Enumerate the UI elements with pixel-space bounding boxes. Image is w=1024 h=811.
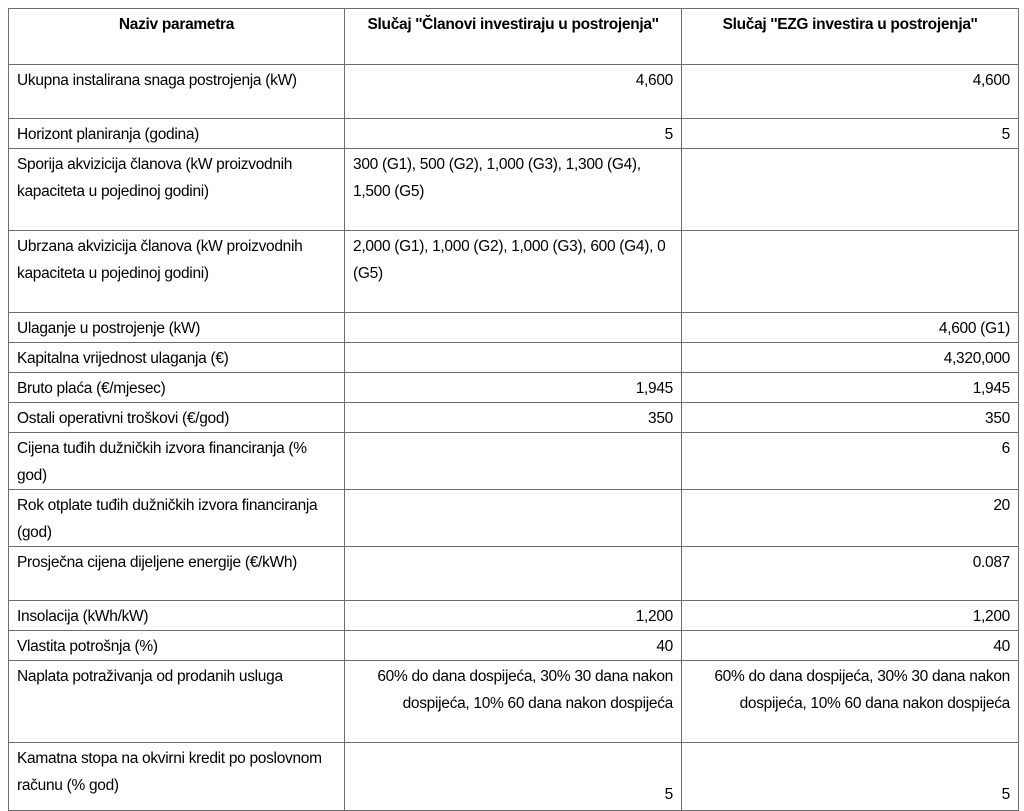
table-row [9,119,1019,149]
ezg-value-cell: 4,600 (G1) [682,313,1019,343]
table-row [9,343,1019,373]
header-clanovi-case: Slučaj ''Članovi investiraju u postrojenja'' [345,9,682,65]
table-row [9,313,1019,343]
parameter-name-cell: Prosječna cijena dijeljene energije (€/kWh) [9,547,345,601]
parameter-name-cell: Naplata potraživanja od prodanih usluga [9,661,345,743]
ezg-value-cell: 60% do dana dospijeća, 30% 30 dana nakon dospijeća, 10% 60 dana nakon dospijeća [682,661,1019,743]
parameter-name-cell: Vlastita potrošnja (%) [9,631,345,661]
clanovi-value-cell: 5 [345,743,682,811]
clanovi-value-cell [345,433,682,490]
parameter-name-cell: Horizont planiranja (godina) [9,119,345,149]
ezg-value-cell [682,149,1019,231]
parameter-name-cell: Ostali operativni troškovi (€/god) [9,403,345,433]
ezg-value-cell [682,231,1019,313]
table-row [9,149,1019,231]
ezg-value-cell: 0.087 [682,547,1019,601]
table-row [9,661,1019,743]
table-row [9,547,1019,601]
parameter-name-cell: Rok otplate tuđih dužničkih izvora financiranja (god) [9,490,345,547]
parameter-name-cell: Ukupna instalirana snaga postrojenja (kW) [9,65,345,119]
parameter-name-cell: Insolacija (kWh/kW) [9,601,345,631]
table-row [9,631,1019,661]
ezg-value-cell: 1,200 [682,601,1019,631]
table-row [9,601,1019,631]
clanovi-value-cell: 40 [345,631,682,661]
ezg-value-cell: 350 [682,403,1019,433]
clanovi-value-cell [345,343,682,373]
table-row [9,403,1019,433]
ezg-value-cell: 5 [682,743,1019,811]
clanovi-value-cell [345,313,682,343]
table-row [9,490,1019,547]
clanovi-value-cell [345,547,682,601]
clanovi-value-cell: 1,945 [345,373,682,403]
header-parameter-name: Naziv parametra [9,9,345,65]
clanovi-value-cell: 300 (G1), 500 (G2), 1,000 (G3), 1,300 (G4), 1,500 (G5) [345,149,682,231]
clanovi-value-cell: 350 [345,403,682,433]
parameter-name-cell: Ulaganje u postrojenje (kW) [9,313,345,343]
clanovi-value-cell [345,490,682,547]
parameter-name-cell: Kamatna stopa na okvirni kredit po poslovnom računu (% god) [9,743,345,811]
clanovi-value-cell: 60% do dana dospijeća, 30% 30 dana nakon dospijeća, 10% 60 dana nakon dospijeća [345,661,682,743]
parameter-name-cell: Ubrzana akvizicija članova (kW proizvodnih kapaciteta u pojedinoj godini) [9,231,345,313]
table-row [9,231,1019,313]
table-row [9,373,1019,403]
parameter-name-cell: Kapitalna vrijednost ulaganja (€) [9,343,345,373]
parameter-name-cell: Sporija akvizicija članova (kW proizvodnih kapaciteta u pojedinoj godini) [9,149,345,231]
ezg-value-cell: 4,600 [682,65,1019,119]
header-row [9,9,1019,65]
clanovi-value-cell: 4,600 [345,65,682,119]
ezg-value-cell: 1,945 [682,373,1019,403]
parameter-name-cell: Cijena tuđih dužničkih izvora financiranja (% god) [9,433,345,490]
header-ezg-case: Slučaj ''EZG investira u postrojenja'' [682,9,1019,65]
ezg-value-cell: 20 [682,490,1019,547]
clanovi-value-cell: 1,200 [345,601,682,631]
table-row [9,433,1019,490]
table-row [9,65,1019,119]
parameter-name-cell: Bruto plaća (€/mjesec) [9,373,345,403]
clanovi-value-cell: 2,000 (G1), 1,000 (G2), 1,000 (G3), 600 (G4), 0 (G5) [345,231,682,313]
ezg-value-cell: 4,320,000 [682,343,1019,373]
ezg-value-cell: 40 [682,631,1019,661]
parameters-table [8,8,1019,811]
table-row [9,743,1019,811]
clanovi-value-cell: 5 [345,119,682,149]
ezg-value-cell: 6 [682,433,1019,490]
ezg-value-cell: 5 [682,119,1019,149]
